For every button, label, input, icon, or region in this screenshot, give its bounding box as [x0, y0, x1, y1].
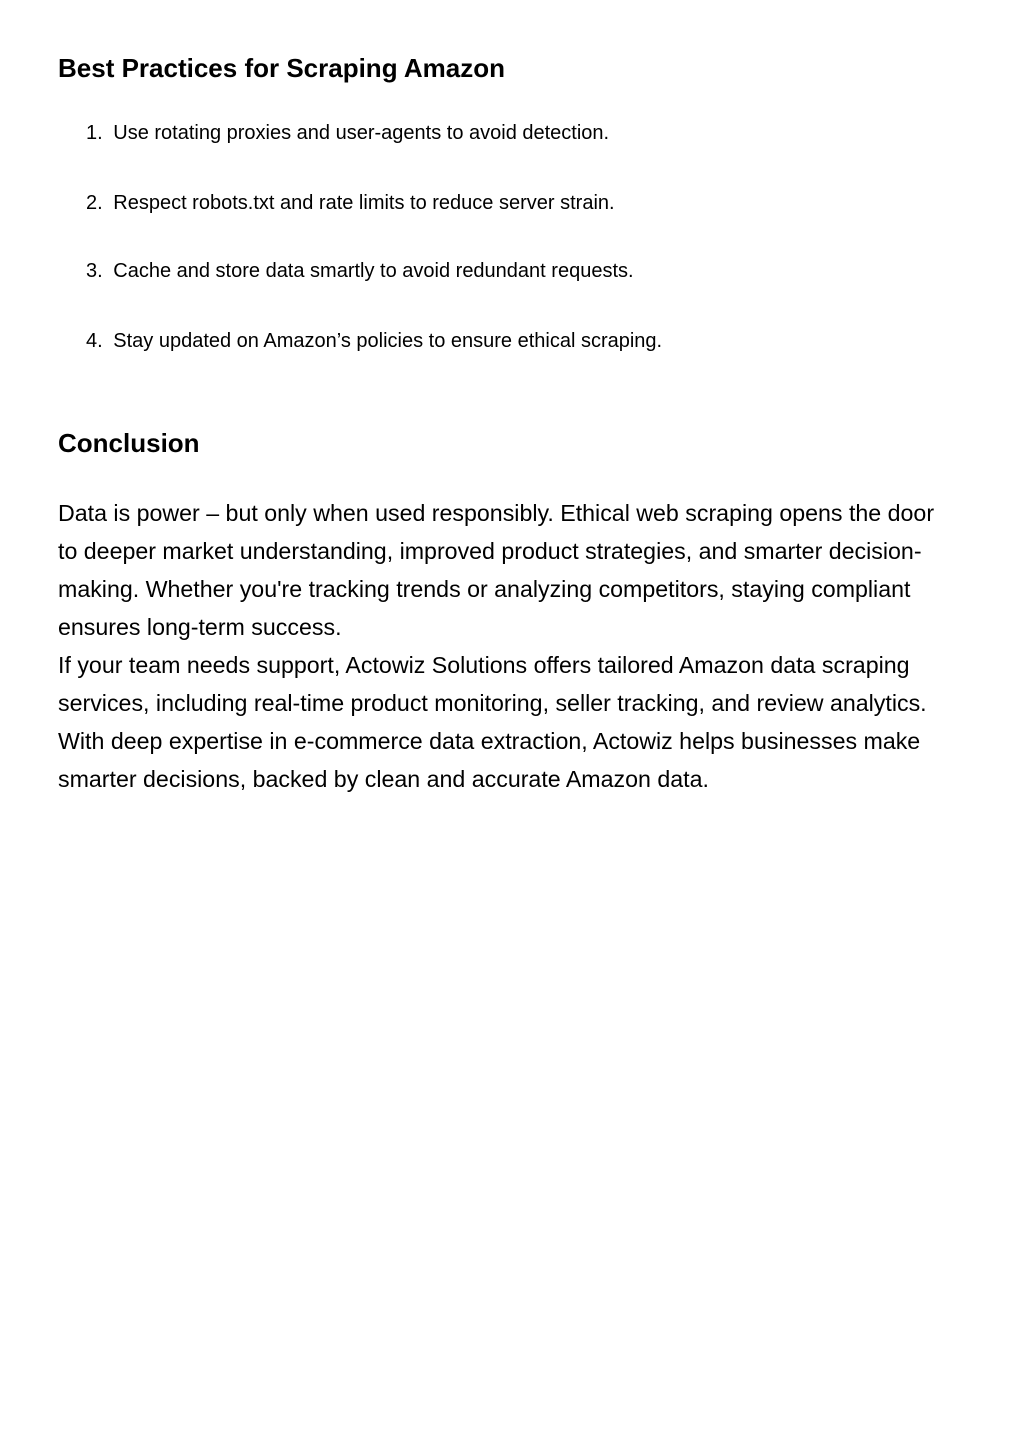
list-item-number: 2.	[86, 192, 103, 214]
paragraph-line: to deeper market understanding, improved product strategies, and smarter decision-	[58, 538, 922, 564]
best-practices-heading: Best Practices for Scraping Amazon	[58, 53, 505, 83]
conclusion-paragraph-1	[58, 494, 968, 646]
list-item-text: Respect robots.txt and rate limits to reduce server strain.	[113, 192, 615, 214]
paragraph-line: making. Whether you're tracking trends or analyzing competitors, staying compliant	[58, 576, 911, 602]
list-item-number: 1.	[86, 122, 103, 144]
list-item-number: 4.	[86, 330, 103, 352]
conclusion-heading: Conclusion	[58, 428, 200, 458]
list-item	[86, 329, 662, 353]
paragraph-line: ensures long-term success.	[58, 614, 342, 640]
list-item	[86, 191, 615, 215]
paragraph-line: services, including real-time product monitoring, seller tracking, and review analytics.	[58, 690, 927, 716]
list-item-text: Use rotating proxies and user-agents to avoid detection.	[113, 122, 610, 144]
paragraph-line: smarter decisions, backed by clean and accurate Amazon data.	[58, 766, 709, 792]
paragraph-line: With deep expertise in e-commerce data extraction, Actowiz helps businesses make	[58, 728, 921, 754]
paragraph-line: Data is power – but only when used responsibly. Ethical web scraping opens the door	[58, 500, 935, 526]
list-item-text: Cache and store data smartly to avoid redundant requests.	[113, 260, 634, 282]
list-item-text: Stay updated on Amazon’s policies to ensure ethical scraping.	[113, 330, 663, 352]
list-item	[86, 121, 609, 145]
list-item	[86, 259, 634, 283]
conclusion-paragraph-2	[58, 646, 968, 798]
list-item-number: 3.	[86, 260, 103, 282]
paragraph-line: If your team needs support, Actowiz Solutions offers tailored Amazon data scraping	[58, 652, 910, 678]
